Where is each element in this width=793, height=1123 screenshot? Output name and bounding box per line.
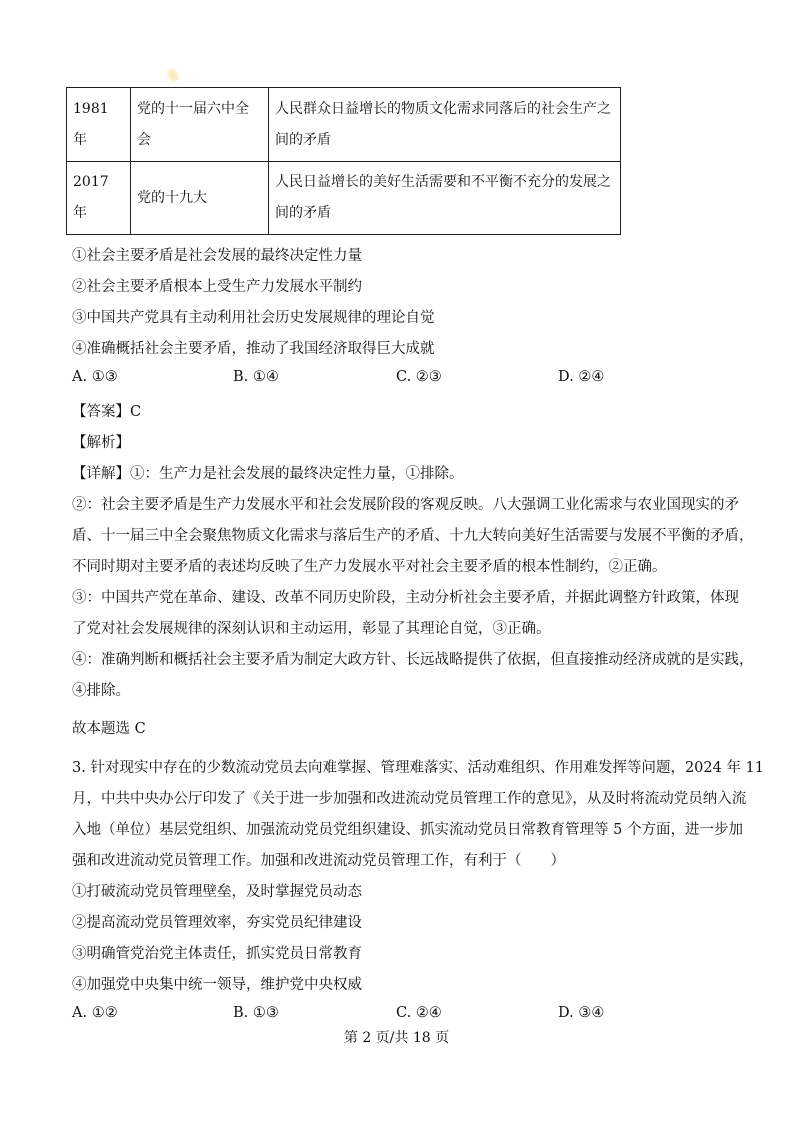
conclusion: 故本题选 C	[72, 721, 146, 737]
q2-statement: ④准确概括社会主要矛盾，推动了我国经济取得巨大成就	[72, 341, 435, 357]
table-row	[67, 88, 621, 162]
q2-statement: ①社会主要矛盾是社会发展的最终决定性力量	[72, 248, 362, 264]
page-footer: 第 2 页/共 18 页	[343, 1030, 450, 1046]
detail-line: 盾、十一届三中全会聚焦物质文化需求与落后生产的矛盾、十九大转向美好生活需要与发展不平衡的矛盾，	[72, 528, 754, 544]
option-a: A. ①②	[72, 1005, 118, 1021]
q3-statement: ③明确管党治党主体责任，抓实党员日常教育	[72, 946, 362, 962]
table-cell-contradiction	[269, 162, 621, 235]
option-d: D. ③④	[558, 1005, 605, 1021]
q3-statement: ④加强党中央集中统一领导，维护党中央权威	[72, 977, 362, 993]
option-b: B. ①③	[233, 1005, 279, 1021]
option-c: C. ②③	[396, 369, 442, 385]
q3-stem-line: 3. 针对现实中存在的少数流动党员去向难掌握、管理难落实、活动难组织、作用难发挥等问题，2024 年 11	[72, 760, 765, 776]
table-cell-year: 1981 年	[67, 88, 131, 162]
q3-stem-line: 月，中共中央办公厅印发了《关于进一步加强和改进流动党员管理工作的意见》，从及时将流动党员纳入流	[72, 791, 747, 807]
contradiction-line: 人民群众日益增长的物质文化需求同落后的社会生产之	[275, 100, 611, 117]
detail-line: ③：中国共产党在革命、建设、改革不同历史阶段，主动分析社会主要矛盾，并据此调整方针政策，体现	[72, 590, 739, 606]
q3-statement: ②提高流动党员管理效率，夯实党员纪律建设	[72, 915, 362, 931]
q2-statement: ③中国共产党具有主动利用社会历史发展规律的理论自觉	[72, 310, 435, 326]
detail-line: ②：社会主要矛盾是生产力发展水平和社会发展阶段的客观反映。八大强调工业化需求与农业国现实的矛	[72, 497, 739, 513]
answer-label: 【答案】C	[72, 404, 142, 420]
detail-line: 了党对社会发展规律的深刻认识和主动运用，彰显了其理论自觉，③正确。	[72, 621, 551, 637]
q3-statement: ①打破流动党员管理壁垒，及时掌握党员动态	[72, 884, 362, 900]
history-table	[66, 87, 621, 235]
option-a: A. ①③	[72, 369, 118, 385]
contradiction-line: 间的矛盾	[275, 205, 331, 221]
option-c: C. ②④	[396, 1005, 442, 1021]
table-cell-meeting: 党的十一届六中全会	[131, 88, 269, 162]
scan-smudge	[166, 67, 181, 84]
contradiction-line: 人民日益增长的美好生活需要和不平衡不充分的发展之	[275, 174, 611, 190]
option-d: D. ②④	[558, 369, 605, 385]
q3-stem-line: 入地（单位）基层党组织、加强流动党员党组织建设、抓实流动党员日常教育管理等 5 个方面，进一步加	[72, 822, 743, 838]
contradiction-line: 间的矛盾	[275, 131, 331, 148]
detail-line: 【详解】①：生产力是社会发展的最终决定性力量，①排除。	[72, 466, 464, 482]
detail-line: 不同时期对主要矛盾的表述均反映了生产力发展水平对社会主要矛盾的根本性制约，②正确。	[72, 559, 667, 575]
analysis-label: 【解析】	[72, 435, 130, 451]
detail-line: ④：准确判断和概括社会主要矛盾为制定大政方针、长远战略提供了依据，但直接推动经济成就的是实践，	[72, 652, 754, 668]
table-cell-contradiction	[269, 88, 621, 162]
q2-statement: ②社会主要矛盾根本上受生产力发展水平制约	[72, 279, 362, 295]
table-row	[67, 162, 621, 235]
option-b: B. ①④	[233, 369, 279, 385]
table-cell-meeting: 党的十九大	[131, 162, 269, 235]
detail-line: ④排除。	[72, 683, 130, 699]
q3-stem-line: 强和改进流动党员管理工作。加强和改进流动党员管理工作，有利于（ ）	[72, 853, 565, 869]
table-cell-year: 2017 年	[67, 162, 131, 235]
